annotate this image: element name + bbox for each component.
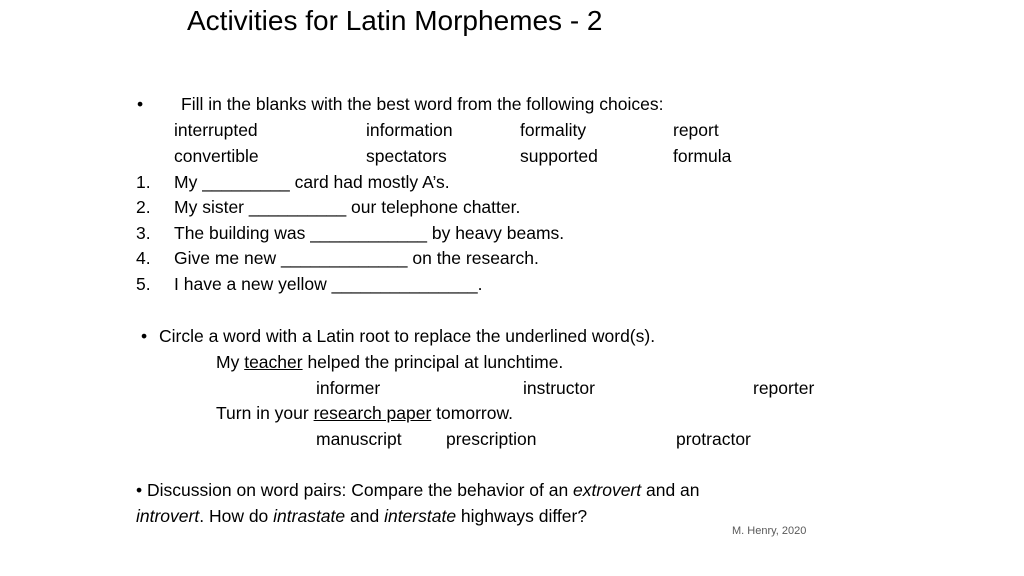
option-word: instructor — [523, 378, 595, 398]
underlined-word: research paper — [313, 403, 432, 423]
bullet-1: • — [137, 94, 144, 114]
fill-blank-item: My sister __________ our telephone chatter. — [174, 197, 521, 217]
option-word: manuscript — [316, 429, 402, 449]
choice-word: report — [673, 120, 719, 140]
option-word: prescription — [446, 429, 537, 449]
instruction-circle-word: Circle a word with a Latin root to replace the underlined word(s). — [159, 326, 656, 346]
item-number: 4. — [136, 248, 151, 268]
slide-title: Activities for Latin Morphemes - 2 — [187, 5, 603, 36]
item-number: 3. — [136, 223, 151, 243]
option-word: reporter — [753, 378, 815, 398]
fill-blank-item: My _________ card had mostly A’s. — [174, 172, 450, 192]
credit-text: M. Henry, 2020 — [732, 525, 807, 537]
option-word: protractor — [676, 429, 751, 449]
option-word: informer — [316, 378, 381, 398]
item-number: 2. — [136, 197, 151, 217]
underlined-word: teacher — [244, 352, 303, 372]
sentence-teacher: My teacher helped the principal at lunchtime. — [216, 352, 564, 372]
choice-word: information — [366, 120, 453, 140]
item-number: 1. — [136, 172, 151, 192]
discussion-line-1: • Discussion on word pairs: Compare the behavior of an extrovert and an — [136, 480, 700, 500]
choice-word: formula — [673, 146, 732, 166]
choice-word: spectators — [366, 146, 447, 166]
choice-word: convertible — [174, 146, 259, 166]
sentence-research-paper: Turn in your research paper tomorrow. — [216, 403, 514, 423]
item-number: 5. — [136, 274, 151, 294]
choice-word: interrupted — [174, 120, 258, 140]
discussion-line-2: introvert. How do intrastate and interstate highways differ? — [136, 506, 588, 526]
fill-blank-item: I have a new yellow _______________. — [174, 274, 483, 294]
fill-blank-item: Give me new _____________ on the research. — [174, 248, 539, 268]
instruction-fill-blanks: Fill in the blanks with the best word from the following choices: — [181, 94, 664, 114]
bullet-2: • — [141, 326, 148, 346]
fill-blank-item: The building was ____________ by heavy beams. — [174, 223, 565, 243]
choice-word: supported — [520, 146, 598, 166]
choice-word: formality — [520, 120, 587, 140]
